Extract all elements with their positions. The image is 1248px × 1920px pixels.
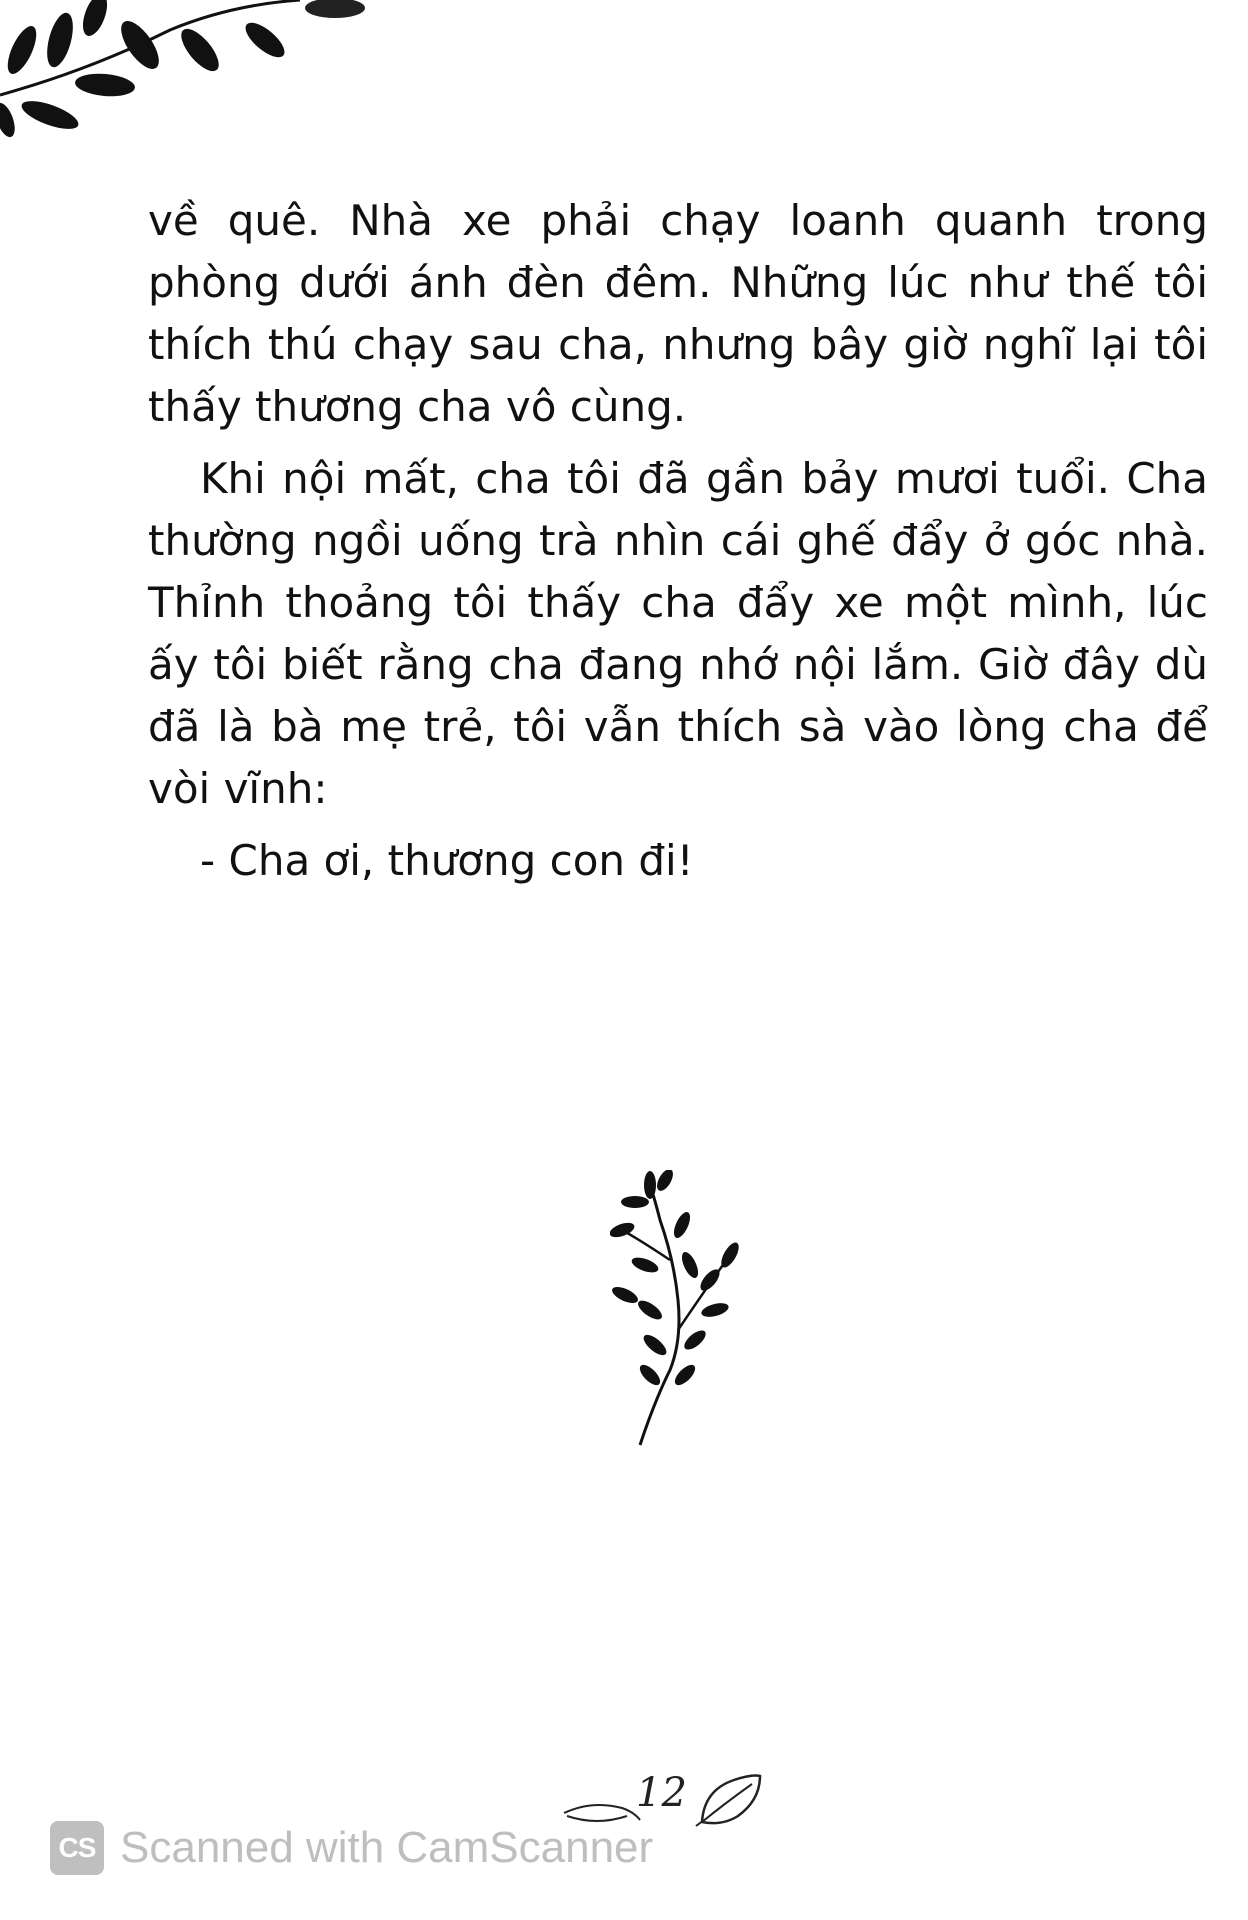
page-number: 12 [636,1770,687,1816]
camscanner-logo-icon: CS [50,1821,104,1875]
paragraph: Khi nội mất, cha tôi đã gần bảy mươi tuổi. Cha thường ngồi uống trà nhìn cái ghế đẩy ở góc nhà. Thỉnh thoảng tôi thấy cha đẩy xe một mình, lúc ấy tôi biết rằng cha đang nhớ nội lắm. Giờ đây dù đã là bà mẹ trẻ, tôi vẫn thích sà vào lòng cha để vòi vĩnh: [148,454,1208,813]
page-body [148,190,1208,892]
leaf-ornament [694,1770,766,1832]
paragraph: - Cha ơi, thương con đi! [200,836,694,885]
plant-sprig-ornament [610,1170,750,1450]
scanner-watermark [50,1818,653,1878]
paragraph: về quê. Nhà xe phải chạy loanh quanh trong phòng dưới ánh đèn đêm. Những lúc như thế tôi thích thú chạy sau cha, nhưng bây giờ nghĩ lại tôi thấy thương cha vô cùng. [148,196,1208,431]
watermark-text: Scanned with CamScanner [120,1823,654,1872]
leafy-branch-ornament [0,0,400,150]
